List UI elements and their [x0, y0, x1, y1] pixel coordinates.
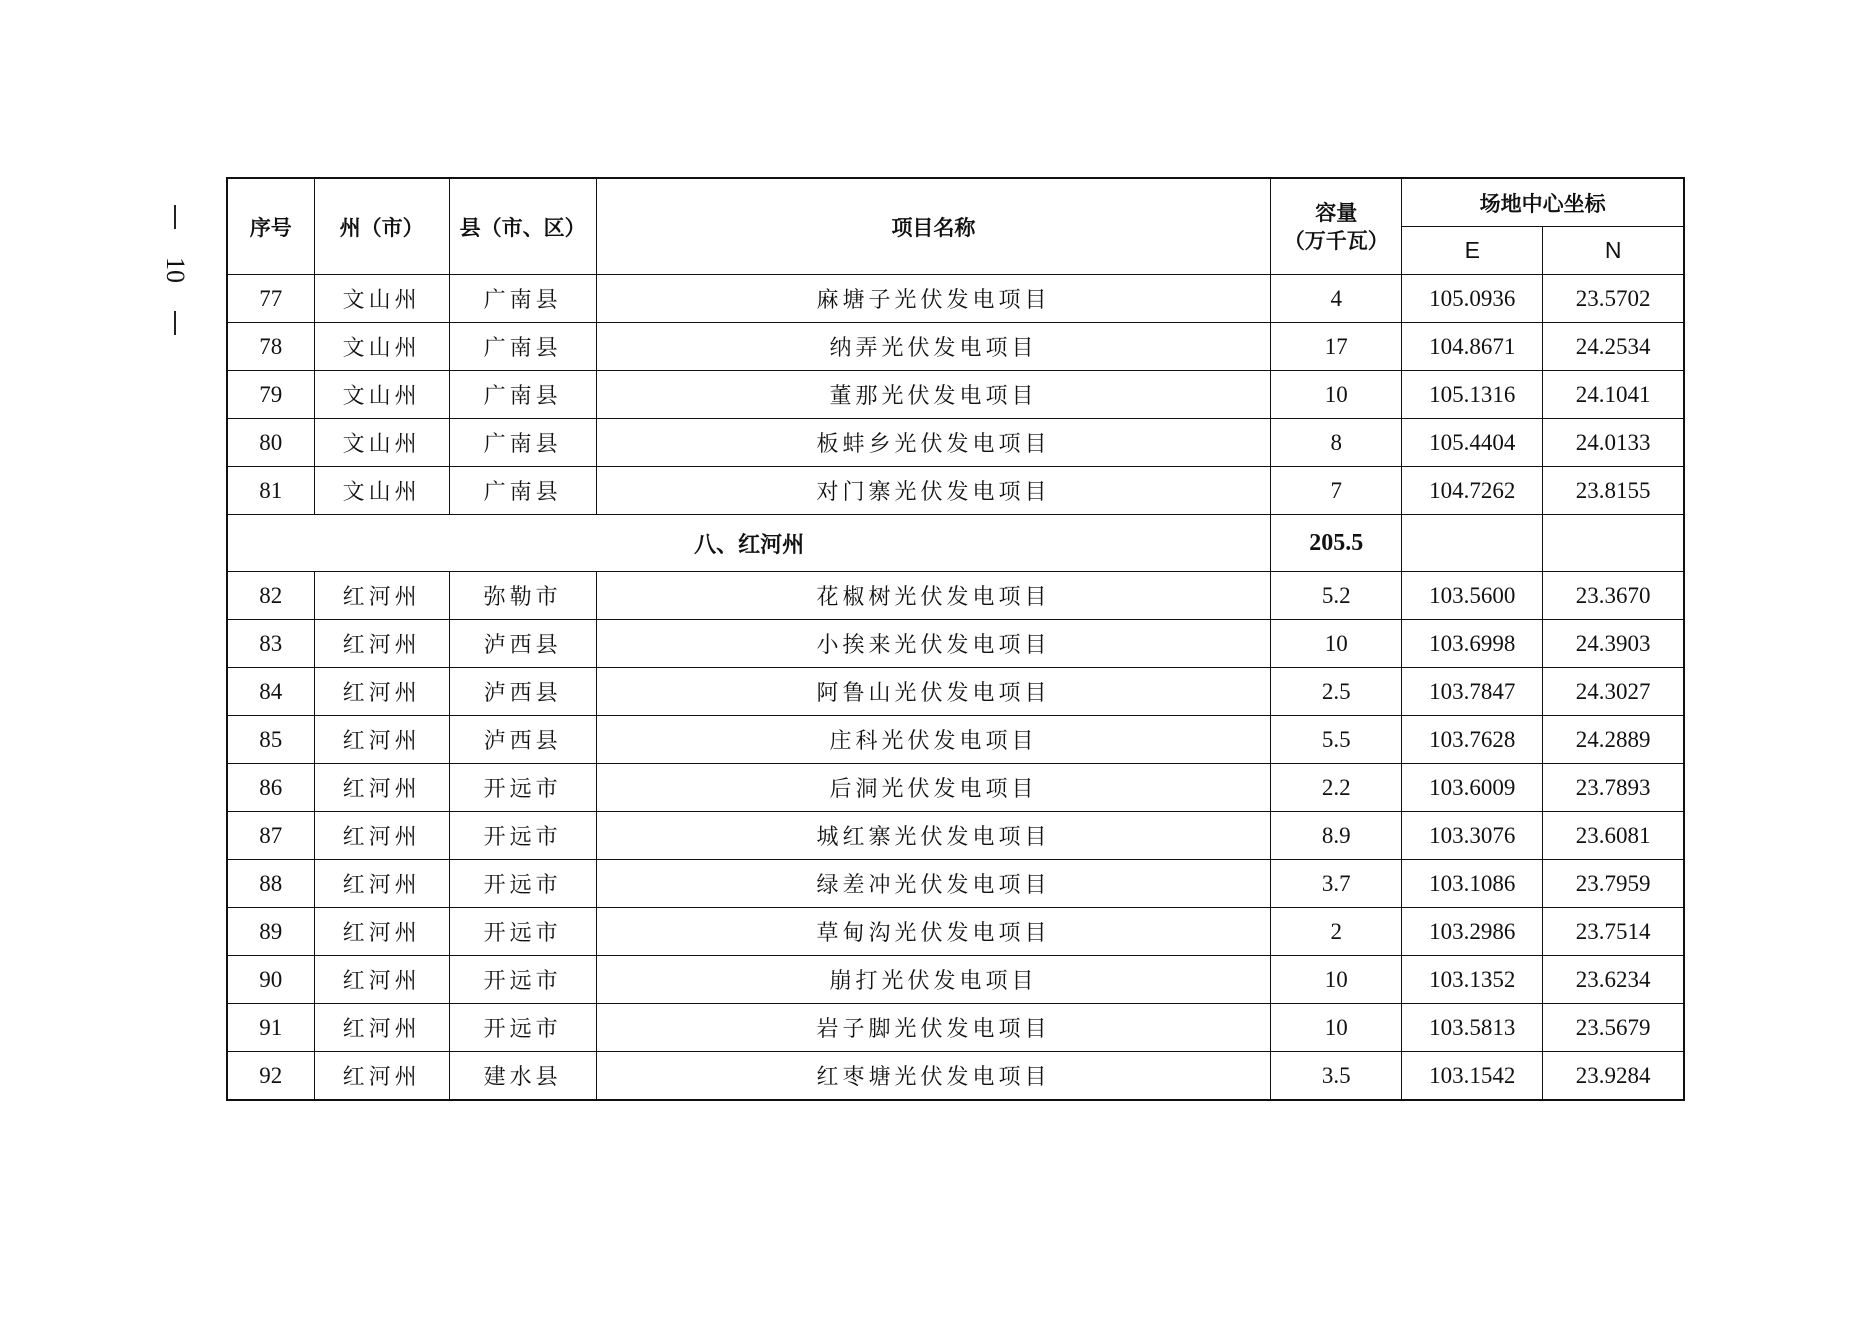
cell-county: 广南县: [449, 419, 596, 467]
cell-project-name: 麻塘子光伏发电项目: [596, 275, 1270, 323]
table-group-honghe: [227, 515, 1684, 572]
header-capacity-line2: （万千瓦）: [1283, 228, 1389, 253]
cell-project-name: 董那光伏发电项目: [596, 371, 1270, 419]
cell-seq: 84: [227, 668, 314, 716]
cell-prefecture: 红河州: [314, 620, 449, 668]
cell-capacity: 10: [1271, 956, 1402, 1004]
table-row: [227, 323, 1684, 371]
cell-county: 泸西县: [449, 620, 596, 668]
page-number-dash-bottom: [174, 311, 176, 335]
table-row: [227, 812, 1684, 860]
cell-e: 103.7847: [1402, 668, 1543, 716]
group-label: 八、红河州: [227, 515, 1271, 572]
page-number-dash-top: [174, 205, 176, 229]
table-body-wenshan: [227, 275, 1684, 515]
cell-n: 24.3903: [1543, 620, 1684, 668]
cell-n: 23.7893: [1543, 764, 1684, 812]
table-row: [227, 275, 1684, 323]
cell-seq: 87: [227, 812, 314, 860]
cell-project-name: 对门寨光伏发电项目: [596, 467, 1270, 515]
cell-seq: 82: [227, 572, 314, 620]
cell-county: 广南县: [449, 371, 596, 419]
cell-n: 24.1041: [1543, 371, 1684, 419]
cell-e: 103.6998: [1402, 620, 1543, 668]
cell-county: 开远市: [449, 860, 596, 908]
cell-county: 泸西县: [449, 668, 596, 716]
cell-e: 105.4404: [1402, 419, 1543, 467]
cell-n: 23.5679: [1543, 1004, 1684, 1052]
table-row: [227, 371, 1684, 419]
table-body-honghe: [227, 572, 1684, 1101]
cell-capacity: 2.2: [1271, 764, 1402, 812]
cell-project-name: 岩子脚光伏发电项目: [596, 1004, 1270, 1052]
cell-project-name: 庄科光伏发电项目: [596, 716, 1270, 764]
cell-seq: 78: [227, 323, 314, 371]
header-seq: 序号: [227, 178, 314, 275]
cell-capacity: 5.2: [1271, 572, 1402, 620]
cell-e: 105.1316: [1402, 371, 1543, 419]
cell-prefecture: 红河州: [314, 668, 449, 716]
cell-project-name: 绿差冲光伏发电项目: [596, 860, 1270, 908]
cell-prefecture: 红河州: [314, 716, 449, 764]
cell-e: 103.1542: [1402, 1052, 1543, 1101]
cell-capacity: 3.7: [1271, 860, 1402, 908]
cell-n: 24.2889: [1543, 716, 1684, 764]
table-row: [227, 668, 1684, 716]
page-number-text: 10: [161, 257, 190, 283]
cell-e: 103.6009: [1402, 764, 1543, 812]
cell-e: 103.7628: [1402, 716, 1543, 764]
cell-capacity: 4: [1271, 275, 1402, 323]
cell-prefecture: 红河州: [314, 812, 449, 860]
cell-project-name: 草甸沟光伏发电项目: [596, 908, 1270, 956]
group-total: 205.5: [1271, 515, 1402, 572]
header-n: N: [1543, 227, 1684, 275]
cell-seq: 79: [227, 371, 314, 419]
cell-n: 23.8155: [1543, 467, 1684, 515]
cell-seq: 88: [227, 860, 314, 908]
table-row: [227, 572, 1684, 620]
cell-capacity: 2.5: [1271, 668, 1402, 716]
cell-prefecture: 红河州: [314, 572, 449, 620]
cell-seq: 90: [227, 956, 314, 1004]
cell-e: 103.1352: [1402, 956, 1543, 1004]
cell-e: 103.5600: [1402, 572, 1543, 620]
table-row: [227, 620, 1684, 668]
cell-project-name: 阿鲁山光伏发电项目: [596, 668, 1270, 716]
group-row: [227, 515, 1684, 572]
cell-prefecture: 红河州: [314, 764, 449, 812]
table-row: [227, 764, 1684, 812]
cell-prefecture: 文山州: [314, 275, 449, 323]
cell-n: 23.7959: [1543, 860, 1684, 908]
cell-capacity: 10: [1271, 371, 1402, 419]
cell-prefecture: 红河州: [314, 1052, 449, 1101]
cell-capacity: 3.5: [1271, 1052, 1402, 1101]
project-table: [226, 177, 1685, 1101]
group-e-empty: [1402, 515, 1543, 572]
header-project-name: 项目名称: [596, 178, 1270, 275]
cell-county: 开远市: [449, 956, 596, 1004]
cell-county: 弥勒市: [449, 572, 596, 620]
cell-county: 广南县: [449, 323, 596, 371]
table-row: [227, 467, 1684, 515]
table-row: [227, 716, 1684, 764]
header-e: E: [1402, 227, 1543, 275]
cell-county: 广南县: [449, 467, 596, 515]
table-row: [227, 1004, 1684, 1052]
table-header: [227, 178, 1684, 275]
cell-e: 103.1086: [1402, 860, 1543, 908]
cell-capacity: 5.5: [1271, 716, 1402, 764]
cell-n: 23.7514: [1543, 908, 1684, 956]
header-coordinates: 场地中心坐标: [1402, 178, 1684, 227]
cell-seq: 86: [227, 764, 314, 812]
cell-seq: 85: [227, 716, 314, 764]
cell-prefecture: 文山州: [314, 419, 449, 467]
cell-project-name: 小挨来光伏发电项目: [596, 620, 1270, 668]
cell-project-name: 崩打光伏发电项目: [596, 956, 1270, 1004]
cell-seq: 89: [227, 908, 314, 956]
cell-project-name: 纳弄光伏发电项目: [596, 323, 1270, 371]
cell-project-name: 红枣塘光伏发电项目: [596, 1052, 1270, 1101]
table-row: [227, 956, 1684, 1004]
cell-n: 24.0133: [1543, 419, 1684, 467]
cell-prefecture: 红河州: [314, 908, 449, 956]
page-number: [155, 205, 195, 335]
cell-n: 23.3670: [1543, 572, 1684, 620]
cell-seq: 92: [227, 1052, 314, 1101]
cell-seq: 77: [227, 275, 314, 323]
cell-e: 103.3076: [1402, 812, 1543, 860]
cell-county: 开远市: [449, 908, 596, 956]
cell-capacity: 10: [1271, 620, 1402, 668]
cell-e: 104.8671: [1402, 323, 1543, 371]
cell-project-name: 后洞光伏发电项目: [596, 764, 1270, 812]
cell-prefecture: 文山州: [314, 323, 449, 371]
cell-capacity: 2: [1271, 908, 1402, 956]
cell-e: 105.0936: [1402, 275, 1543, 323]
cell-county: 开远市: [449, 764, 596, 812]
cell-county: 泸西县: [449, 716, 596, 764]
cell-project-name: 城红寨光伏发电项目: [596, 812, 1270, 860]
cell-county: 开远市: [449, 1004, 596, 1052]
cell-seq: 81: [227, 467, 314, 515]
header-capacity-line1: 容量: [1315, 200, 1358, 225]
cell-seq: 80: [227, 419, 314, 467]
cell-e: 104.7262: [1402, 467, 1543, 515]
cell-capacity: 17: [1271, 323, 1402, 371]
cell-seq: 83: [227, 620, 314, 668]
cell-n: 23.5702: [1543, 275, 1684, 323]
cell-seq: 91: [227, 1004, 314, 1052]
cell-project-name: 板蚌乡光伏发电项目: [596, 419, 1270, 467]
cell-prefecture: 红河州: [314, 1004, 449, 1052]
cell-county: 开远市: [449, 812, 596, 860]
header-capacity: [1271, 178, 1402, 275]
group-n-empty: [1543, 515, 1684, 572]
table-row: [227, 908, 1684, 956]
cell-county: 建水县: [449, 1052, 596, 1101]
cell-project-name: 花椒树光伏发电项目: [596, 572, 1270, 620]
cell-prefecture: 文山州: [314, 467, 449, 515]
cell-n: 23.6081: [1543, 812, 1684, 860]
header-prefecture: 州（市）: [314, 178, 449, 275]
cell-prefecture: 文山州: [314, 371, 449, 419]
cell-county: 广南县: [449, 275, 596, 323]
cell-prefecture: 红河州: [314, 956, 449, 1004]
header-county: 县（市、区）: [449, 178, 596, 275]
cell-e: 103.2986: [1402, 908, 1543, 956]
cell-n: 23.6234: [1543, 956, 1684, 1004]
cell-capacity: 10: [1271, 1004, 1402, 1052]
cell-prefecture: 红河州: [314, 860, 449, 908]
table-row: [227, 860, 1684, 908]
cell-n: 24.2534: [1543, 323, 1684, 371]
cell-n: 23.9284: [1543, 1052, 1684, 1101]
cell-capacity: 7: [1271, 467, 1402, 515]
cell-e: 103.5813: [1402, 1004, 1543, 1052]
cell-n: 24.3027: [1543, 668, 1684, 716]
cell-capacity: 8: [1271, 419, 1402, 467]
table-row: [227, 1052, 1684, 1101]
cell-capacity: 8.9: [1271, 812, 1402, 860]
table-row: [227, 419, 1684, 467]
